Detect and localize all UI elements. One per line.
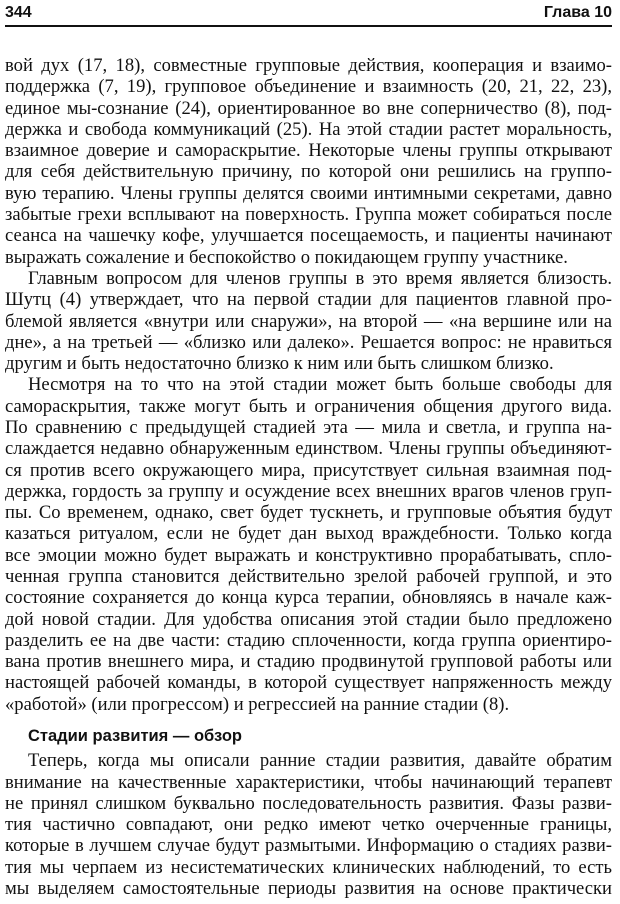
text-line: вой дух (17, 18), совместные групповые действия, кооперация и взаимо- [5,55,612,76]
text-line: взаимное доверие и самораскрытие. Некоторые члены группы открывают [5,140,612,162]
text-line: не принял слишком буквально последовательность развития. Фазы разви- [5,792,612,814]
text-line: сеанса на чашечку кофе, улучшается посещаемость, и пациенты начинают [5,225,612,247]
text-line: слаждается недавно обнаруженным единством. Члены группы объединяют- [5,438,612,460]
text-line: внимание на качественные характеристики, чтобы начинающий терапевт [5,771,612,793]
page-number: 344 [5,4,32,21]
text-line: ченная группа становится действительно зрелой рабочей группой, и это [5,565,612,587]
text-line: казаться ритуалом, если не будет дан выход враждебности. Только когда [5,523,612,545]
text-line: тия мы черпаем из несистематических клинических наблюдений, то есть [5,856,612,878]
text-line: которые в лучшем случае будут размытыми. Информацию о стадиях разви- [5,835,612,857]
text-line: дой новой стадии. Для удобства описания этой стадии было предложено [5,608,612,630]
text-line: самораскрытия, также могут быть и ограничения общения другого вида. [5,395,612,417]
text-line: пы. Со временем, однако, свет будет тускнеть, и групповые объятия будут [5,502,612,524]
text-line: мы выделяем самостоятельные периоды развития на основе практически [5,878,612,899]
text-line: настоящей рабочей команды, в которой существует напряженность между [5,672,612,694]
text-line: держка и свобода коммуникаций (25). На этой стадии растет моральность, [5,118,612,140]
chapter-title: Глава 10 [543,4,612,21]
text-line: Теперь, когда мы описали ранние стадии развития, давайте обратим [28,750,612,772]
text-line: разделить ее на две части: стадию сплоченности, когда группа ориентиро- [5,629,612,651]
text-line: выражать сожаление и беспокойство о покидающем группу участнике. [5,246,568,268]
text-line: «работой» (или прогрессом) и регрессией на ранние стадии (8). [5,693,510,715]
text-line: ся против всего окружающего мира, присутствует сильная взаимная под- [5,459,612,481]
text-line: все эмоции можно будет выражать и конструктивно прорабатывать, спло- [5,544,612,566]
text-line: Несмотря на то что на этой стадии может быть больше свободы для [28,374,612,396]
text-line: для себя действительную причину, по которой они решились на группо- [5,161,612,183]
text-line: поддержка (7, 19), групповое объединение и взаимность (20, 21, 22, 23), [5,76,612,98]
text-line: вана против внешнего мира, и стадию продвинутой групповой работы или [5,651,612,673]
text-line: блемой является «внутри или снаружи», на второй — «на вершине или на [5,310,612,332]
header-rule [5,25,612,27]
text-line: забытые грехи всплывают на поверхность. Группа может собираться после [5,204,612,225]
text-line: другим и быть недостаточно близко к ним или быть слишком близко. [5,353,554,375]
text-line: вую терапию. Члены группы делятся своими интимными секретами, давно [5,182,612,204]
text-line: Главным вопросом для членов группы в это время является близость. [28,267,612,289]
text-line: состояние сохраняется до конца курса терапии, обновляясь в начале каж- [5,587,612,609]
text-line: По сравнению с предыдущей стадией эта — мила и светла, и группа на- [5,416,612,438]
text-line: Шутц (4) утверждает, что на первой стадии для пациентов главной про- [5,289,612,311]
text-line: единое мы-сознание (24), ориентированное во вне соперничество (8), под- [5,97,612,119]
text-line: дне», а на третьей — «близко или далеко». Решается вопрос: не нравиться [5,331,612,353]
text-line: держка, гордость за группу и осуждение всех внешних врагов членов груп- [5,480,612,502]
section-heading: Стадии развития — обзор [28,727,242,745]
text-line: тия частично совпадают, они редко имеют четко очерченные границы, [5,814,612,836]
running-header [5,2,612,24]
